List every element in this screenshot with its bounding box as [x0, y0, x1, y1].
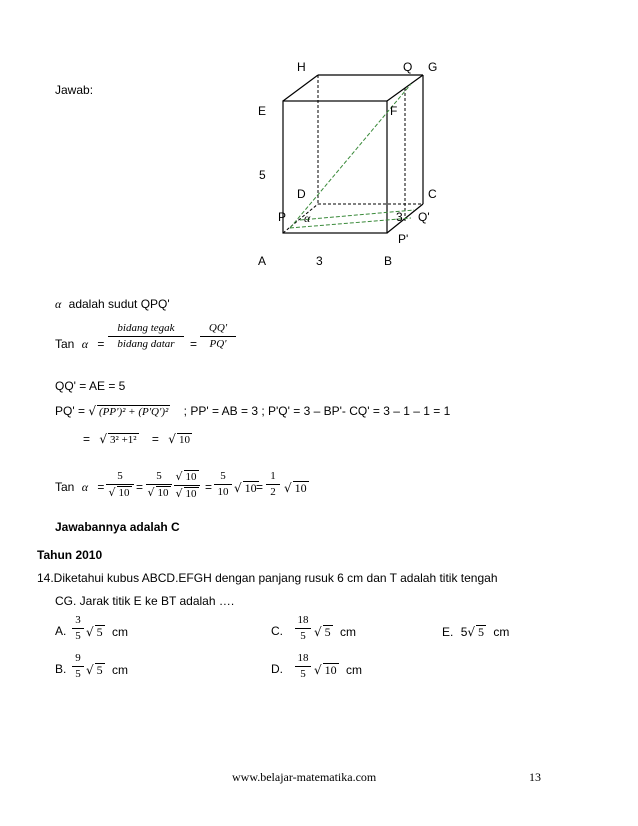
sqrt-symbol: √: [467, 625, 476, 639]
label-B: B: [384, 254, 393, 268]
option-A-value: [86, 625, 128, 638]
option-A-num: 3: [75, 614, 81, 626]
option-D-value: [314, 663, 362, 676]
sqrt-symbol: √: [86, 625, 94, 639]
option-C-radicand: 5: [324, 625, 331, 639]
eq-sign-3: =: [83, 432, 91, 446]
tan-frac-a-den: 10: [118, 487, 130, 499]
option-E-label: E.: [442, 625, 454, 639]
option-B-radicand: 5: [96, 663, 103, 677]
option-C-label: C.: [271, 624, 283, 638]
pq-line: [55, 405, 450, 418]
alpha-text: adalah sudut QPQ': [68, 297, 170, 311]
option-E-radicand: 5: [478, 625, 485, 639]
fraction-bidang-num: bidang tegak: [117, 322, 175, 334]
option-B-value: [86, 663, 128, 676]
tan-frac-d-den: 2: [270, 486, 276, 498]
sqrt-symbol: √: [314, 663, 322, 677]
option-E-coef: 5: [460, 625, 468, 639]
option-E: [442, 625, 509, 638]
eq-sign-5: =: [136, 480, 144, 494]
label-five: 5: [259, 168, 266, 182]
tan-label-2: [55, 481, 104, 493]
label-G: G: [428, 60, 438, 74]
tan-c-radicand: 10: [244, 481, 257, 495]
label-three-mid: 3: [396, 210, 403, 224]
fraction-bidang-den: bidang datar: [117, 338, 175, 350]
option-C-unit: cm: [340, 625, 356, 639]
tan-alpha: α: [81, 337, 89, 351]
eq-sign-2: =: [190, 337, 198, 351]
tan-frac-a: [106, 470, 134, 500]
label-H: H: [297, 60, 306, 74]
option-B-frac: [72, 652, 84, 681]
sqrt-symbol: √: [147, 486, 155, 499]
pq-simplify: [83, 433, 192, 446]
option-B-unit: cm: [112, 663, 128, 677]
tan-frac-b2: [174, 470, 200, 501]
year-heading: Tahun 2010: [37, 548, 103, 562]
tan-frac-c: [214, 470, 232, 499]
sqrt-symbol: √: [175, 470, 183, 483]
pq-rest: ; PP' = AB = 3 ; P'Q' = 3 – BP'- CQ' = 3 – 1 – 1 = 1: [183, 404, 451, 418]
tan-frac-a-num: 5: [117, 470, 123, 482]
radicand-3-1: 3² +1²: [110, 434, 137, 446]
option-D-frac: [295, 652, 311, 681]
sqrt-symbol: √: [314, 625, 322, 639]
option-C-den: 5: [300, 630, 306, 642]
radicand-10: 10: [178, 434, 190, 446]
label-Q: Q: [403, 60, 413, 74]
label-alpha: α: [304, 211, 311, 225]
option-A-unit: cm: [112, 625, 128, 639]
pq-label: PQ' =: [55, 404, 85, 418]
label-E: E: [258, 104, 267, 118]
tan-frac-b1-den: 10: [157, 487, 169, 499]
tan-c-rad: [234, 481, 259, 494]
option-C-value: [314, 625, 356, 638]
label-D: D: [297, 187, 306, 201]
answer-text: Jawabannya adalah C: [55, 520, 180, 534]
option-C-frac: [295, 614, 311, 643]
option-C-num: 18: [297, 614, 309, 626]
label-three-bottom: 3: [316, 254, 323, 268]
pq-radicand: (PP')² + (P'Q')²: [98, 406, 169, 418]
tan-frac-d: [266, 470, 280, 499]
sqrt-symbol: √: [175, 487, 183, 500]
option-D-unit: cm: [346, 663, 362, 677]
tan-frac-c-num: 5: [220, 470, 226, 482]
option-B-num: 9: [75, 652, 81, 664]
option-A-frac: [72, 614, 84, 643]
tan-frac-b2-den: 10: [185, 488, 197, 500]
tan-frac-b2-num: 10: [185, 471, 197, 483]
tan-label-1: [55, 338, 104, 350]
jawab-label: Jawab:: [55, 83, 94, 97]
sqrt-symbol: √: [168, 432, 176, 446]
label-A: A: [258, 254, 267, 268]
footer-url: www.belajar-matematika.com: [232, 770, 377, 784]
option-E-unit: cm: [493, 625, 510, 639]
label-P: P: [278, 210, 287, 224]
tan-frac-c-den: 10: [217, 486, 229, 498]
alpha-definition: [55, 298, 170, 310]
tan-d-rad: [284, 481, 309, 494]
tan-eq-2: =: [97, 480, 105, 494]
option-B-label: B.: [55, 662, 67, 676]
eq-sign-6: =: [205, 480, 213, 494]
tan-word: Tan: [55, 337, 75, 351]
tan-alpha-2: α: [81, 480, 89, 494]
cube-figure: [0, 0, 638, 280]
tan-d-radicand: 10: [294, 481, 307, 495]
sqrt-symbol: √: [99, 432, 108, 446]
fraction-qq: [200, 322, 236, 351]
option-B-den: 5: [75, 668, 81, 680]
tan-eq: =: [97, 337, 105, 351]
tan-frac-b1: [146, 470, 172, 500]
sqrt-symbol: √: [284, 481, 292, 495]
tan-frac-d-num: 1: [270, 470, 276, 482]
qq-line: QQ' = AE = 5: [55, 379, 126, 393]
eq-sign-7: =: [256, 480, 264, 494]
fraction-qq-num: QQ': [208, 322, 228, 334]
option-D-label: D.: [271, 662, 283, 676]
option-D-den: 5: [300, 668, 306, 680]
page-number: 13: [529, 770, 541, 784]
option-A-radicand: 5: [96, 625, 103, 639]
label-Qp: Q': [418, 210, 430, 224]
option-A-den: 5: [75, 630, 81, 642]
option-A-label: A.: [55, 624, 67, 638]
fraction-bidang: [108, 322, 184, 351]
label-C: C: [428, 187, 437, 201]
q14-line1: 14.Diketahui kubus ABCD.EFGH dengan panjang rusuk 6 cm dan T adalah titik tengah: [37, 571, 498, 585]
tan-frac-b1-num: 5: [156, 470, 162, 482]
label-Pp: P': [398, 232, 409, 246]
label-F: F: [390, 104, 398, 118]
tan-word-2: Tan: [55, 480, 75, 494]
option-D-radicand: 10: [324, 663, 337, 677]
sqrt-symbol: √: [108, 486, 116, 499]
eq-sign-4: =: [151, 432, 159, 446]
option-D-num: 18: [297, 652, 309, 664]
sqrt-symbol: √: [234, 481, 242, 495]
q14-line2: CG. Jarak titik E ke BT adalah ….: [55, 594, 235, 608]
alpha-symbol: α: [55, 297, 62, 311]
fraction-qq-den: PQ': [209, 338, 227, 350]
sqrt-symbol: √: [88, 404, 96, 418]
sqrt-symbol: √: [86, 663, 94, 677]
